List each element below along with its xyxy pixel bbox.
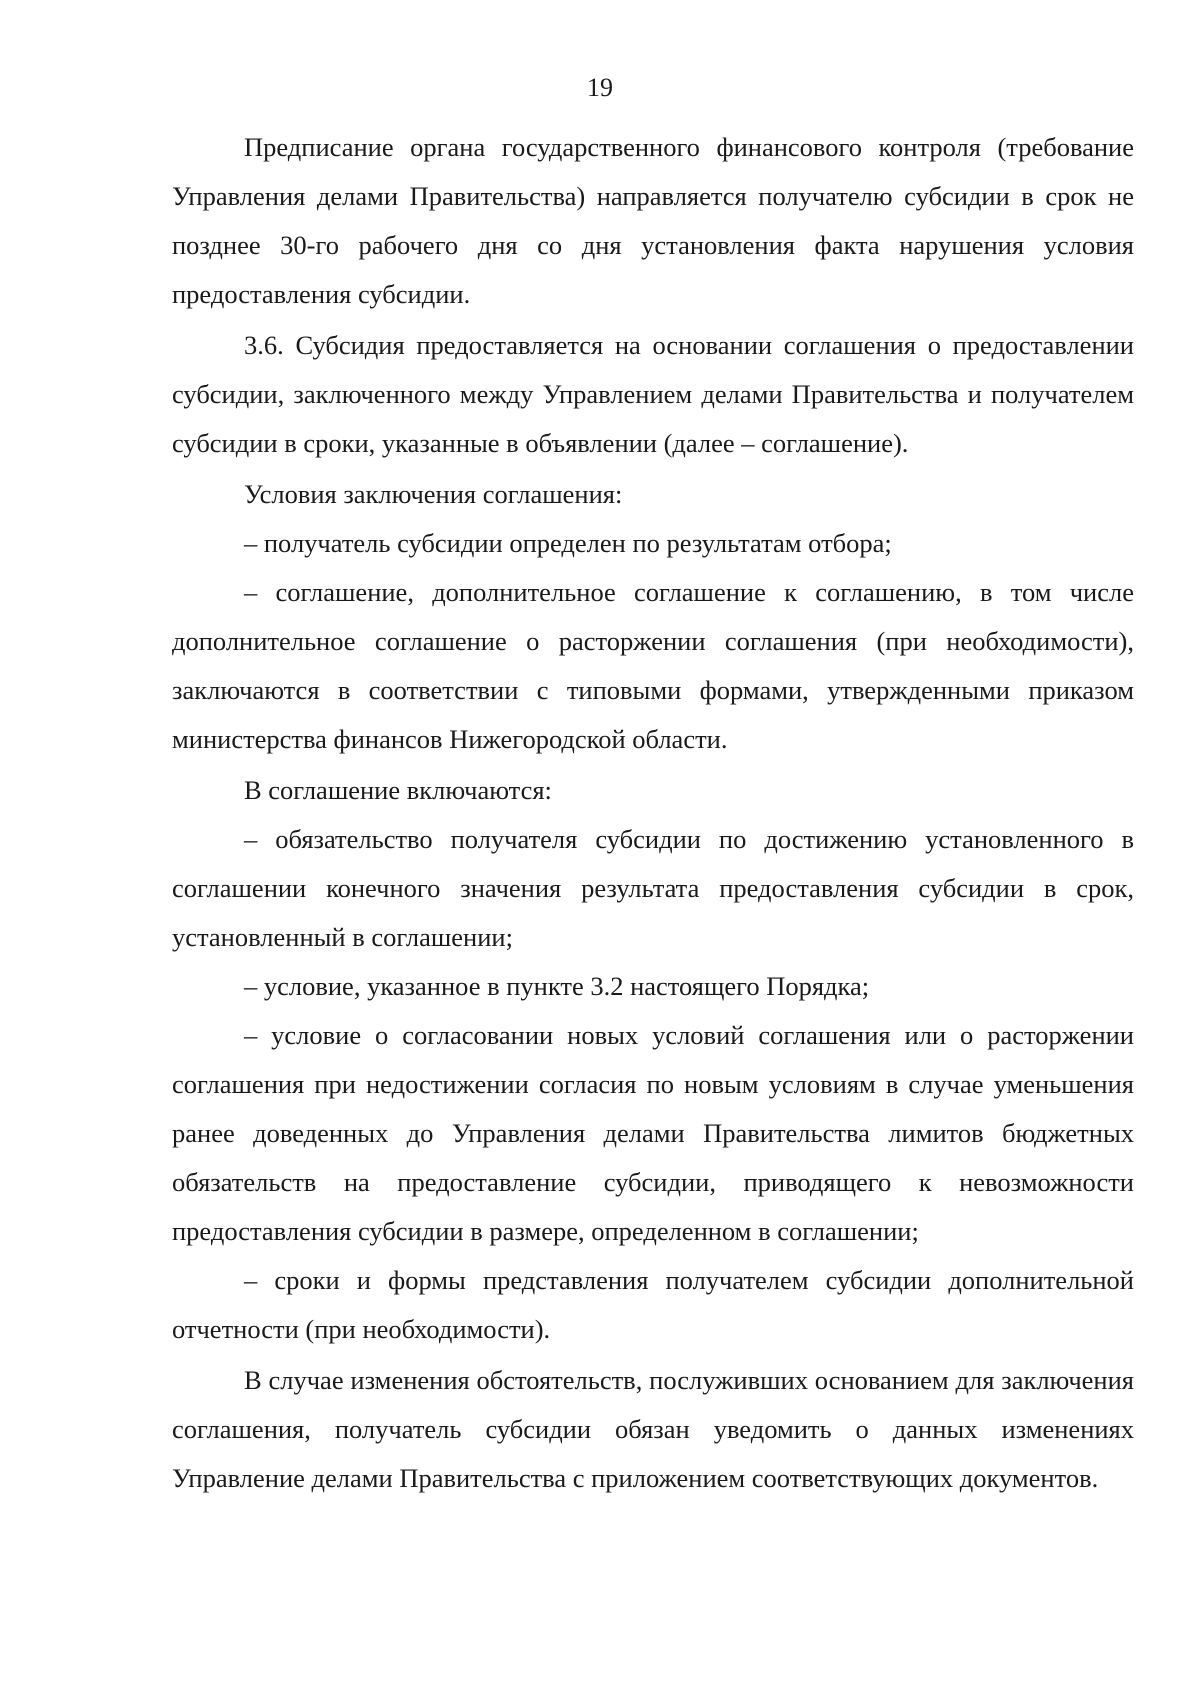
paragraph-circumstances-change: В случае изменения обстоятельств, послуживших основанием для заключения соглашения, получатель субсидии обязан уведомить о данных изменениях Управление делами Правительства с приложением соответствующих документов. [172,1365,1134,1493]
list-item-obligation: – обязательство получателя субсидии по достижению установленного в соглашении конечного значения результата предоставления субсидии в срок, установленный в соглашении; [172,824,1134,952]
document-body [172,123,1134,1503]
list-item-reporting: – сроки и формы представления получателем субсидии дополнительной отчетности (при необходимости). [172,1265,1134,1344]
paragraph-prescription: Предписание органа государственного финансового контроля (требование Управления делами Правительства) направляется получателю субсидии в срок не позднее 30-го рабочего дня со дня установления факта нарушения условия предоставления субсидии. [172,132,1134,309]
list-item-new-conditions: – условие о согласовании новых условий соглашения или о расторжении соглашения при недостижении согласия по новым условиям в случае уменьшения ранее доведенных до Управления делами Правительства лимитов бюджетных обязательств на предоставление субсидии, приводящего к невозможности предоставления субсидии в размере, определенном в соглашении; [172,1020,1134,1246]
page-number: 19 [587,73,613,102]
paragraph-clause-3-6: 3.6. Субсидия предоставляется на основании соглашения о предоставлении субсидии, заключенного между Управлением делами Правительства и получателем субсидии в сроки, указанные в объявлении (далее – соглашение). [172,330,1134,458]
list-item-recipient-determined: – получатель субсидии определен по результатам отбора; [244,528,892,558]
list-item-condition-3-2: – условие, указанное в пункте 3.2 настоящего Порядка; [244,971,870,1001]
list-item-agreement-forms: – соглашение, дополнительное соглашение к соглашению, в том числе дополнительное соглашение о расторжении соглашения (при необходимости), заключаются в соответствии с типовыми формами, утвержденными приказом министерства финансов Нижегородской области. [172,577,1134,754]
paragraph-agreement-includes: В соглашение включаются: [244,775,552,805]
paragraph-conditions-heading: Условия заключения соглашения: [244,479,623,509]
